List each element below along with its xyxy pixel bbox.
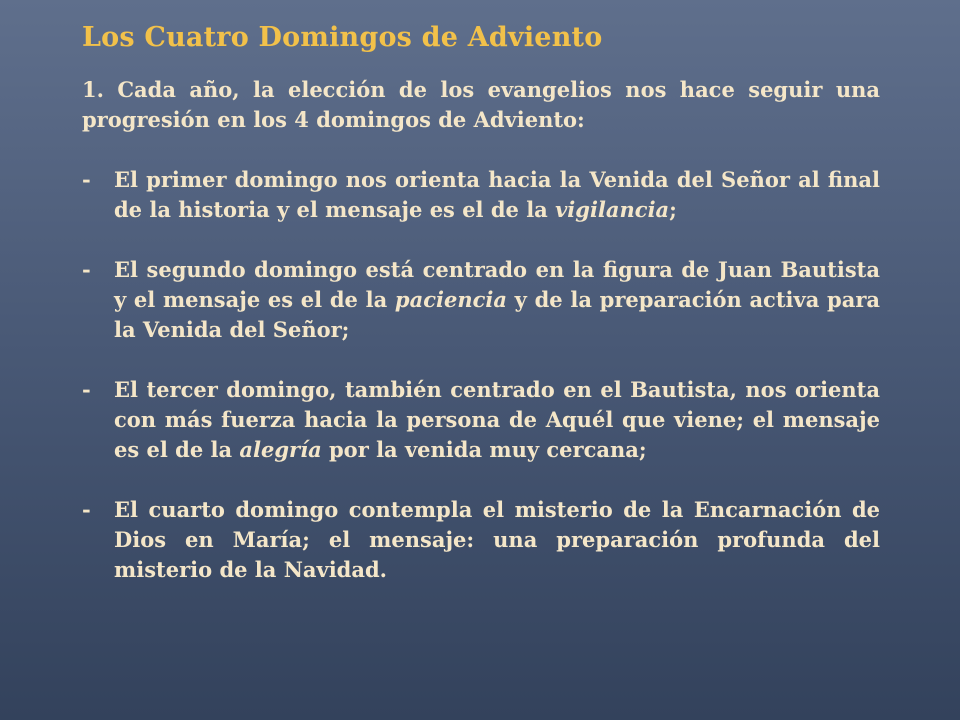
fourth-sunday-text: El cuarto domingo contempla el misterio de la Encarnación de Dios en María; el mensaje: una preparación profunda del misterio de la Navidad. — [114, 497, 880, 582]
list-item-third-sunday — [82, 375, 880, 465]
list-item-fourth-sunday — [82, 495, 880, 585]
first-sunday-text-after: ; — [669, 197, 677, 222]
list-item-second-sunday — [82, 255, 880, 345]
second-sunday-text-after: y de la preparación activa para la Venida del Señor; — [114, 287, 881, 342]
intro-paragraph: 1. Cada año, la elección de los evangelios nos hace seguir una progresión en los 4 domingos de Adviento: — [82, 77, 880, 132]
list-bullet: - — [82, 377, 91, 402]
first-sunday-emphasis: vigilancia — [555, 197, 670, 222]
third-sunday-text — [114, 375, 880, 465]
first-sunday-text-before: El primer domingo nos orienta hacia la Venida del Señor al final de la historia y el mensaje es el de la — [114, 167, 880, 222]
first-sunday-text — [114, 165, 880, 225]
third-sunday-text-after: por la venida muy cercana; — [321, 437, 647, 462]
third-sunday-text-before: El tercer domingo, también centrado en el Bautista, nos orienta con más fuerza hacia la persona de Aquél que viene; el mensaje es el de la — [114, 377, 880, 462]
list-item-first-sunday — [82, 165, 880, 225]
sunday-list — [82, 165, 880, 585]
third-sunday-emphasis: alegría — [239, 437, 322, 462]
second-sunday-text-before: El segundo domingo está centrado en la figura de Juan Bautista y el mensaje es el de la — [114, 257, 880, 312]
list-bullet: - — [82, 167, 91, 192]
second-sunday-emphasis: paciencia — [394, 287, 507, 312]
second-sunday-text — [114, 255, 880, 345]
list-bullet: - — [82, 497, 91, 522]
slide-title: Los Cuatro Domingos de Adviento — [82, 22, 603, 53]
list-bullet: - — [82, 257, 91, 282]
